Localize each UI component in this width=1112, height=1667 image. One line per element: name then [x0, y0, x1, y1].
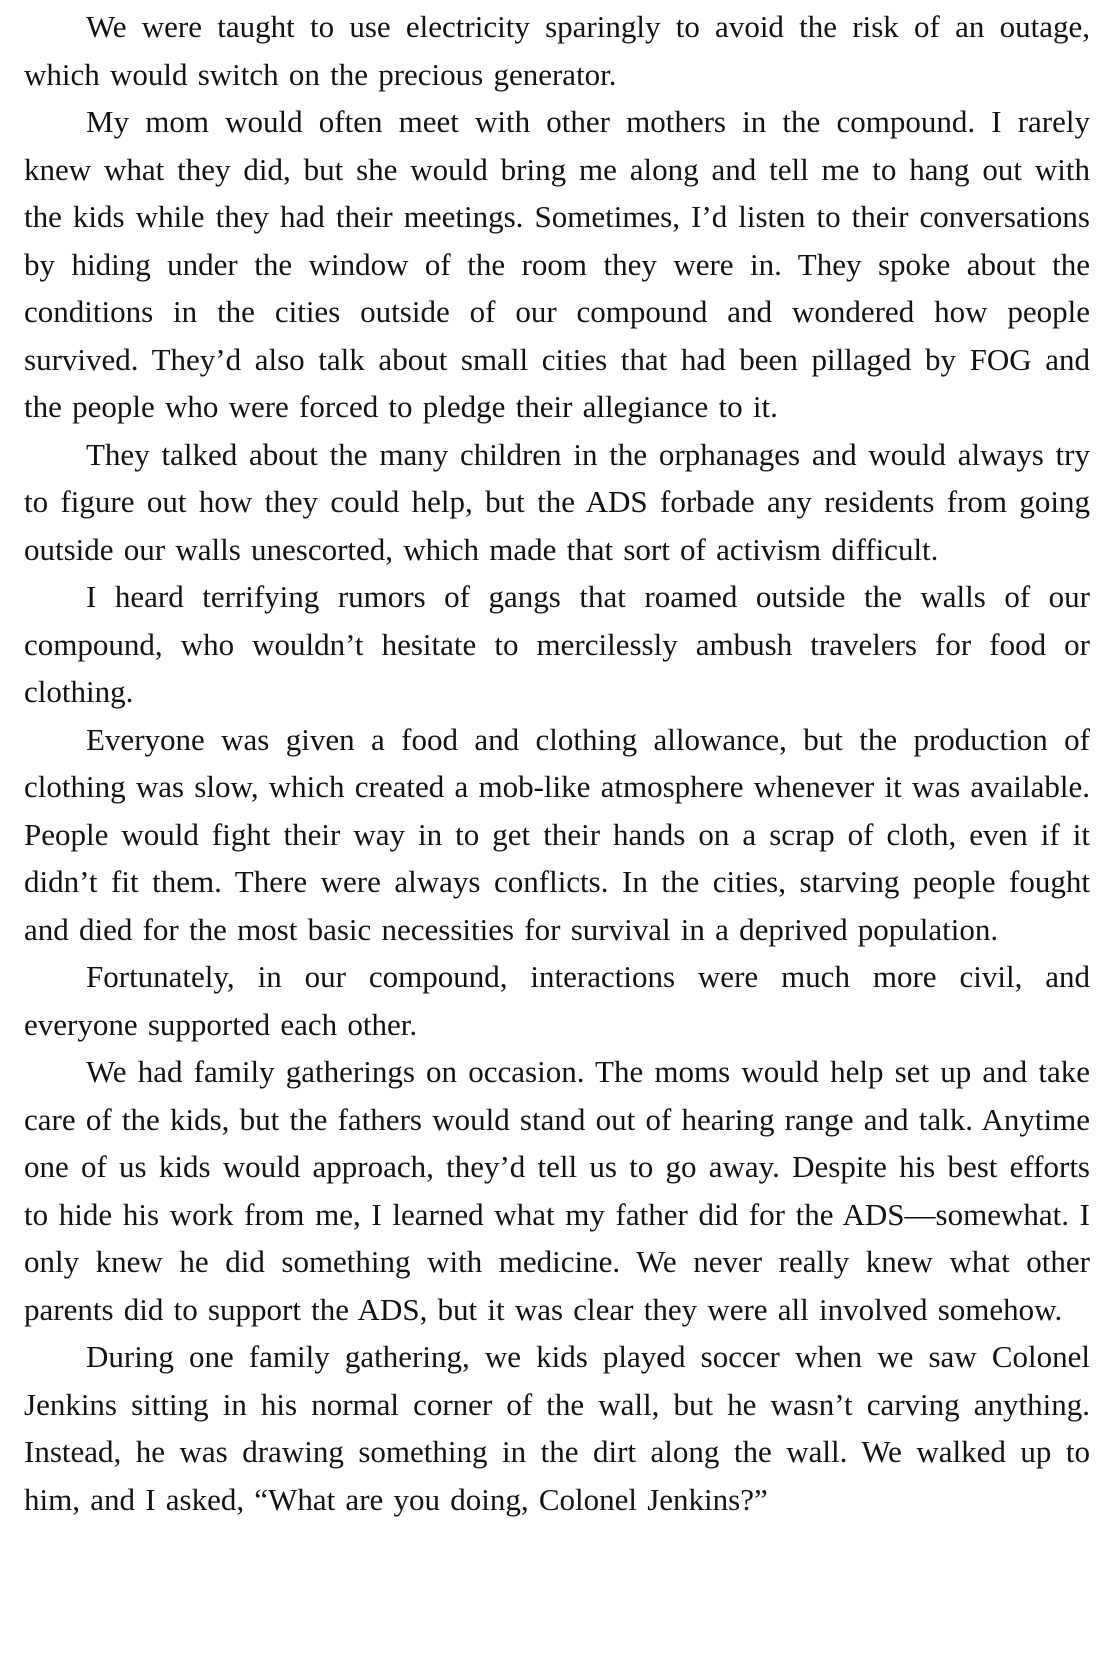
- paragraph-electricity: We were taught to use electricity sparingly to avoid the risk of an outage, which would switch on the precious generator.: [24, 9, 1090, 92]
- paragraph-compound-civility: Fortunately, in our compound, interactions were much more civil, and everyone supported each other.: [24, 959, 1090, 1042]
- paragraph-orphanages: They talked about the many children in the orphanages and would always try to figure out how they could help, but the ADS forbade any residents from going outside our walls unescorted, which made that sort of activism difficult.: [24, 436, 1090, 567]
- paragraph-colonel-jenkins: During one family gathering, we kids played soccer when we saw Colonel Jenkins sitting in his normal corner of the wall, but he wasn’t carving anything. Instead, he was drawing something in the dirt along the wall. We walked up to him, and I asked, “What are you doing, Colonel Jenkins?”: [24, 1339, 1090, 1517]
- paragraph-clothing-allowance: Everyone was given a food and clothing allowance, but the production of clothing was slow, which created a mob-like atmosphere whenever it was available. People would fight their way in to get their hands on a scrap of cloth, even if it didn’t fit them. There were always conflicts. In the cities, starving people fought and died for the most basic necessities for survival in a deprived population.: [24, 721, 1090, 947]
- paragraph-family-gatherings: We had family gatherings on occasion. The moms would help set up and take care of the kids, but the fathers would stand out of hearing range and talk. Anytime one of us kids would approach, they’d tell us to go away. Despite his best efforts to hide his work from me, I learned what my father did for the ADS—somewhat. I only knew he did something with medicine. We never really knew what other parents did to support the ADS, but it was clear they were all involved somehow.: [24, 1054, 1090, 1327]
- paragraph-mom-meetings: My mom would often meet with other mothers in the compound. I rarely knew what they did, but she would bring me along and tell me to hang out with the kids while they had their meetings. Sometimes, I’d listen to their conversations by hiding under the window of the room they were in. They spoke about the conditions in the cities outside of our compound and wondered how people survived. They’d also talk about small cities that had been pillaged by FOG and the people who were forced to pledge their allegiance to it.: [24, 104, 1090, 424]
- paragraph-gang-rumors: I heard terrifying rumors of gangs that roamed outside the walls of our compound, who wouldn’t hesitate to mercilessly ambush travelers for food or clothing.: [24, 579, 1090, 709]
